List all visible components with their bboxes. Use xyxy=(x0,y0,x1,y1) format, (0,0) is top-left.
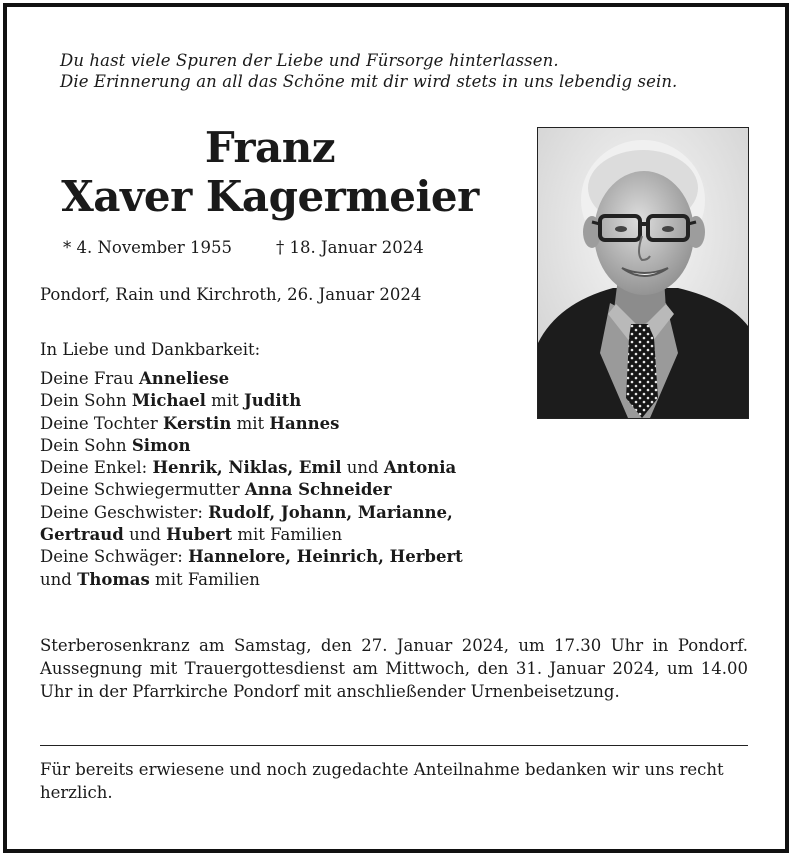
quote-line-1: Du hast viele Spuren der Liebe und Fürsorge hinterlassen. xyxy=(60,51,559,70)
place-and-date: Pondorf, Rain und Kirchroth, 26. Januar 2024 xyxy=(40,285,422,304)
family-relation-text: und xyxy=(40,569,78,589)
family-relation-text: Deine Enkel: xyxy=(40,458,153,478)
family-member-name: Anneliese xyxy=(138,369,230,388)
family-member-name: Hubert xyxy=(166,525,233,545)
family-relation-text: mit xyxy=(231,413,270,433)
family-relation-text: Dein Sohn xyxy=(40,435,132,455)
family-member-name: Simon xyxy=(131,435,191,455)
deceased-last-name: Xaver Kagermeier xyxy=(61,172,479,221)
service-announcement: Sterberosenkranz am Samstag, den 27. Januar 2024, um 17.30 Uhr in Pondorf. Aussegnung mit Trauergottesdienst am Mittwoch, den 31. Januar 2024, um 14.00 Uhr in der Pfarrkirche Pondorf mit anschließender Urnenbeisetzung. xyxy=(40,636,748,701)
family-relation-text: Deine Schwäger: xyxy=(40,547,189,567)
deceased-first-name: Franz xyxy=(204,123,336,172)
family-member-name: Antonia xyxy=(383,458,457,478)
portrait-photo-icon xyxy=(538,128,748,418)
family-relation-text: und xyxy=(341,458,384,478)
family-member-name: Rudolf, Johann, Marianne, xyxy=(208,502,453,522)
family-line xyxy=(40,368,463,390)
life-dates xyxy=(63,238,424,257)
family-member-name: Hannes xyxy=(269,413,340,433)
family-member-name: Michael xyxy=(131,391,206,411)
family-line xyxy=(40,479,463,501)
family-relation-text: Deine Geschwister: xyxy=(40,502,209,522)
family-line xyxy=(40,413,463,435)
section-divider xyxy=(40,745,748,746)
death-date: † 18. Januar 2024 xyxy=(276,238,424,257)
birth-date: * 4. November 1955 xyxy=(63,238,233,257)
family-member-name: Thomas xyxy=(77,569,150,589)
portrait-photo xyxy=(537,127,749,419)
family-relation-text: Dein Sohn xyxy=(40,391,132,411)
family-relation-text: mit Familien xyxy=(149,569,260,589)
family-relation-text: Deine Schwiegermutter xyxy=(40,480,245,500)
family-relation-text: mit Familien xyxy=(232,525,343,545)
thanks-intro: In Liebe und Dankbarkeit: xyxy=(40,340,261,359)
family-line xyxy=(40,502,463,524)
family-member-name: Judith xyxy=(243,391,302,411)
family-list xyxy=(40,368,463,591)
family-line xyxy=(40,569,463,591)
family-relation-text: mit xyxy=(205,391,244,411)
family-relation-text: und xyxy=(123,525,167,545)
closing-thanks: Für bereits erwiesene und noch zugedachte Anteilnahme bedanken wir uns recht herzlich. xyxy=(40,760,724,802)
family-member-name: Anna Schneider xyxy=(244,480,392,500)
family-member-name: Kerstin xyxy=(162,413,232,433)
family-line xyxy=(40,524,463,546)
family-line xyxy=(40,457,463,479)
quote-line-2: Die Erinnerung an all das Schöne mit dir wird stets in uns lebendig sein. xyxy=(60,72,678,91)
family-line xyxy=(40,546,463,568)
family-line xyxy=(40,390,463,412)
family-member-name: Hannelore, Heinrich, Herbert xyxy=(188,547,463,567)
family-relation-text: Deine Tochter xyxy=(40,413,163,433)
family-line xyxy=(40,435,463,457)
memorial-quote xyxy=(60,50,760,92)
family-member-name: Gertraud xyxy=(40,525,124,545)
family-relation-text: Deine Frau xyxy=(40,369,139,388)
family-member-name: Henrik, Niklas, Emil xyxy=(152,458,342,478)
